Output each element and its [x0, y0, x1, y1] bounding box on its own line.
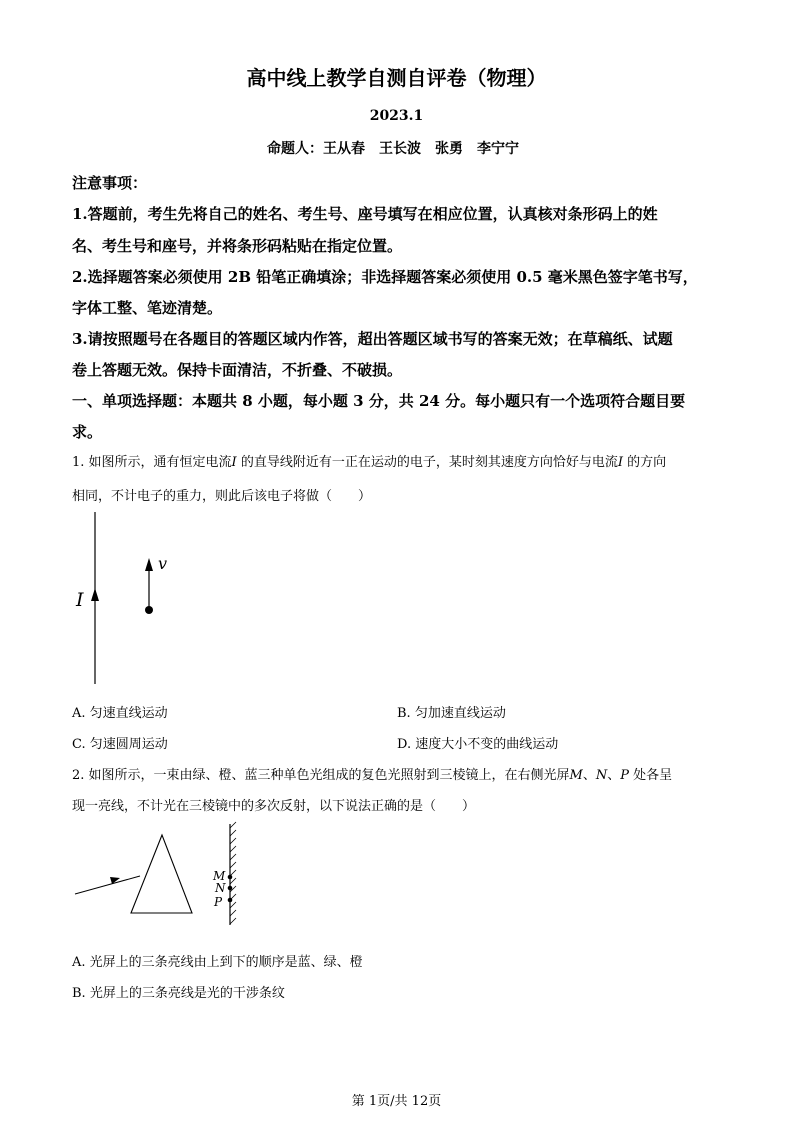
q1-var-i: I	[617, 455, 623, 470]
q1-velocity-arrowhead	[145, 558, 153, 571]
page-footer: 第 1页/共 12页	[351, 1094, 442, 1109]
notice-item-2-line-1: 2.选择题答案必须使用 2B 铅笔正确填涂；非选择题答案必须使用 0.5 毫米黑色签字笔书写，	[72, 268, 698, 286]
notice-item-3-line-2: 卷上答题无效。保持卡面清洁，不折叠、不破损。	[72, 361, 403, 379]
section-1-heading-line-1: 一、单项选择题：本题共 8 小题，每小题 3 分，共 24 分。每小题只有一个选项符合题目要	[72, 392, 686, 410]
author-name: 王从春	[323, 141, 365, 157]
q2-var-m: M	[569, 768, 583, 783]
q1-figure	[70, 510, 190, 690]
q2-screen-hatching	[230, 822, 236, 924]
q1-option-c[interactable]: C. 匀速圆周运动	[72, 737, 168, 752]
q1-var-i: I	[231, 455, 237, 470]
author-name: 李宁宁	[477, 141, 519, 157]
q2-point-p	[228, 898, 233, 903]
q1-current-arrow	[91, 588, 99, 601]
q2-figure	[70, 822, 250, 932]
q1-electron	[145, 606, 153, 614]
q1-option-b[interactable]: B. 匀加速直线运动	[397, 706, 506, 721]
author-name: 王长波	[379, 141, 421, 157]
q2-var-n: N	[595, 768, 608, 783]
notice-item-2-line-2: 字体工整、笔迹清楚。	[72, 299, 223, 317]
q2-point-m	[228, 875, 233, 880]
q2-label-n: N	[215, 881, 226, 895]
q2-incident-ray	[75, 876, 140, 894]
q1-option-d[interactable]: D. 速度大小不变的曲线运动	[397, 737, 559, 752]
q2-label-p: P	[214, 895, 223, 909]
q1-wire-label: I	[76, 589, 84, 611]
q2-stem-line-1: 2. 如图所示，一束由绿、橙、蓝三种单色光组成的复色光照射到三棱镜上，在右侧光屏M、N、P 处各呈	[72, 768, 673, 783]
q2-stem-line-2: 现一亮线，不计光在三棱镜中的多次反射，以下说法正确的是（ ）	[72, 799, 476, 814]
q1-stem-line-2: 相同，不计电子的重力，则此后该电子将做（ ）	[72, 489, 372, 504]
exam-date: 2023.1	[369, 108, 424, 124]
notice-item-3-line-1: 3.请按照题号在各题目的答题区域内作答，超出答题区域书写的答案无效；在草稿纸、试题	[72, 330, 673, 348]
page-title: 高中线上教学自测自评卷（物理）	[246, 66, 547, 90]
q2-var-p: P	[620, 768, 630, 783]
authors-label: 命题人：	[267, 141, 323, 157]
notice-heading: 注意事项：	[72, 174, 148, 192]
q2-prism	[131, 835, 192, 913]
q1-stem-line-1: 1. 如图所示，通有恒定电流I 的直导线附近有一正在运动的电子，某时刻其速度方向恰好与电流I 的方向	[72, 455, 667, 470]
notice-item-1-line-1: 1.答题前，考生先将自己的姓名、考生号、座号填写在相应位置，认真核对条形码上的姓	[72, 205, 658, 223]
q2-label-m: M	[213, 869, 226, 883]
section-1-heading-line-2: 求。	[72, 423, 103, 441]
q2-option-b[interactable]: B. 光屏上的三条亮线是光的干涉条纹	[72, 986, 285, 1001]
q1-velocity-label: v	[158, 554, 168, 573]
q1-option-a[interactable]: A. 匀速直线运动	[72, 706, 168, 721]
q2-option-a[interactable]: A. 光屏上的三条亮线由上到下的顺序是蓝、绿、橙	[72, 955, 363, 970]
authors-line	[0, 138, 793, 158]
author-name: 张勇	[435, 141, 463, 157]
q2-point-n	[228, 886, 233, 891]
notice-item-1-line-2: 名、考生号和座号，并将条形码粘贴在指定位置。	[72, 237, 403, 255]
